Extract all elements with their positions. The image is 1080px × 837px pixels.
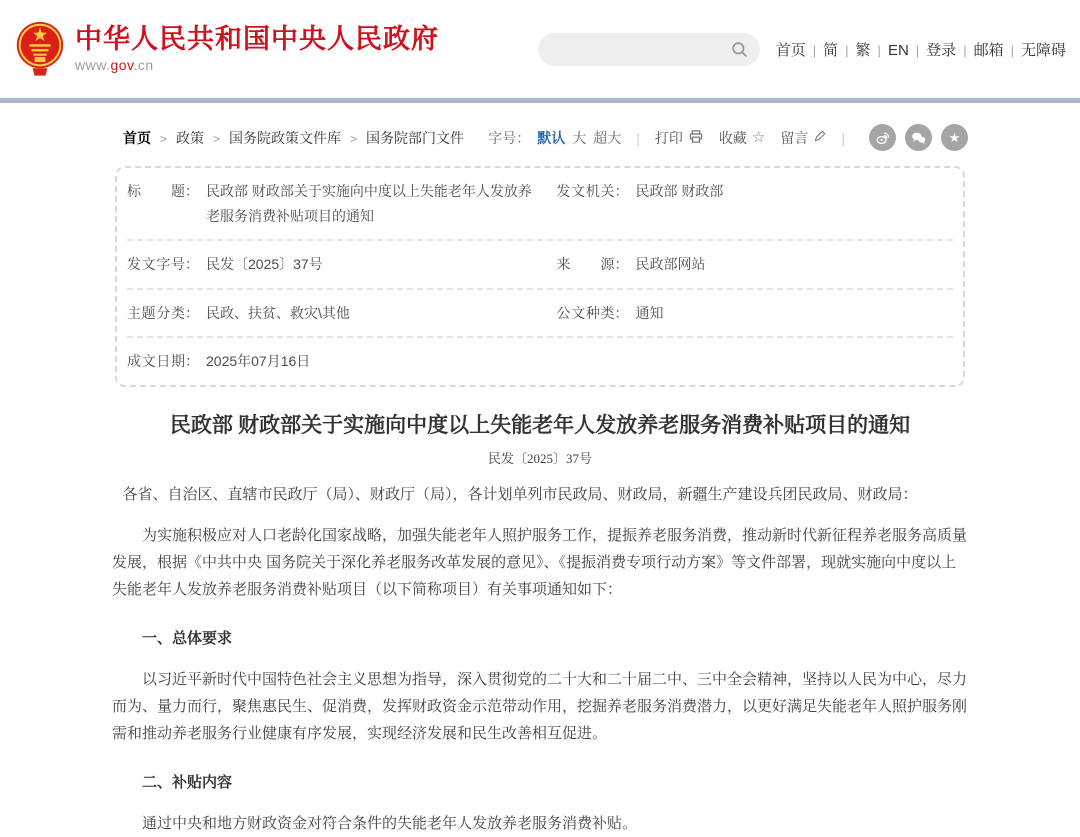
site-title: 中华人民共和国中央人民政府: [75, 25, 439, 55]
print-label: 打印: [655, 128, 683, 148]
meta-date-label: 成文日期: [127, 349, 185, 374]
meta-type-cell: [557, 301, 953, 326]
font-size-options: [530, 128, 621, 148]
breadcrumb-item-3[interactable]: 国务院政策文件库: [229, 130, 341, 146]
meta-issuer-value: 民政部 财政部: [636, 179, 953, 204]
meta-title-value: 民政部 财政部关于实施向中度以上失能老年人发放养老服务消费补贴项目的通知: [206, 179, 543, 228]
meta-source-value: 民政部网站: [636, 252, 953, 277]
nav-item-5[interactable]: 登录: [926, 42, 956, 59]
breadcrumb: [123, 128, 464, 148]
site-url: [75, 57, 439, 73]
meta-row-1: [127, 168, 953, 239]
document-title: 民政部 财政部关于实施向中度以上失能老年人发放养老服务消费补贴项目的通知: [120, 410, 960, 442]
comment-label: 留言: [780, 128, 808, 148]
site-url-www: www.: [75, 57, 110, 73]
search-input[interactable]: [538, 33, 760, 66]
breadcrumb-separator: >: [213, 132, 220, 146]
meta-number-label: 发文字号: [127, 252, 185, 277]
meta-category-cell: [127, 301, 557, 326]
meta-title-label: 标题: [127, 179, 185, 204]
nav-item-1[interactable]: 首页: [776, 42, 806, 59]
share-group: [860, 124, 968, 151]
site-header: [0, 0, 1080, 98]
meta-source-label: 来源: [557, 252, 615, 277]
nav-separator: |: [916, 43, 919, 58]
toolbar-row: [0, 103, 1080, 166]
breadcrumb-item-4[interactable]: 国务院部门文件: [366, 130, 464, 146]
search-icon[interactable]: [730, 40, 749, 59]
search-box[interactable]: [538, 33, 760, 66]
comment-button[interactable]: [780, 128, 826, 148]
colon: ：: [185, 179, 199, 204]
nav-item-6[interactable]: 邮箱: [974, 42, 1004, 59]
colon: ：: [185, 252, 199, 277]
nav-item-3[interactable]: 繁: [856, 42, 871, 59]
meta-row-3: [127, 288, 953, 337]
doc-paragraph: 通过中央和地方财政资金对符合条件的失能老年人发放养老服务消费补贴。: [112, 810, 968, 837]
meta-number-value: 民发〔2025〕37号: [206, 252, 543, 277]
site-url-cn: .cn: [134, 57, 154, 73]
meta-number-cell: [127, 252, 557, 277]
breadcrumb-item-1[interactable]: 首页: [123, 130, 151, 146]
pencil-icon: [813, 130, 826, 146]
meta-issuer-cell: [557, 179, 953, 228]
nav-separator: |: [878, 43, 881, 58]
meta-row-4: [127, 336, 953, 385]
colon: ：: [185, 301, 199, 326]
nav-separator: |: [1011, 43, 1014, 58]
breadcrumb-item-2[interactable]: 政策: [176, 130, 204, 146]
tools-separator: |: [636, 130, 640, 146]
meta-source-cell: [557, 252, 953, 277]
nav-separator: |: [963, 43, 966, 58]
print-button[interactable]: [655, 128, 704, 148]
favorite-label: 收藏: [719, 128, 747, 148]
colon: ：: [185, 349, 199, 374]
meta-type-label: 公文种类: [557, 301, 615, 326]
tools-separator-2: |: [841, 130, 845, 146]
wechat-share-icon[interactable]: [905, 124, 932, 151]
font-size-option-3[interactable]: 超大: [593, 130, 621, 146]
meta-title-cell: [127, 179, 557, 228]
section-heading: 一、总体要求: [112, 625, 968, 652]
document-article: [0, 410, 1080, 837]
font-size-label: 字号：: [488, 128, 530, 148]
breadcrumb-separator: >: [160, 132, 167, 146]
nav-item-2[interactable]: 简: [823, 42, 838, 59]
top-nav: [776, 39, 1066, 60]
star-share-icon[interactable]: [941, 124, 968, 151]
site-title-block: [75, 25, 439, 74]
meta-category-value: 民政、扶贫、救灾\其他: [206, 301, 543, 326]
meta-issuer-label: 发文机关: [557, 179, 615, 204]
star-outline-icon: ☆: [752, 130, 765, 145]
meta-category-label: 主题分类: [127, 301, 185, 326]
favorite-button[interactable]: [719, 128, 765, 148]
meta-date-value: 2025年07月16日: [206, 349, 543, 374]
meta-type-value: 通知: [636, 301, 953, 326]
document-number: 民发〔2025〕37号: [0, 448, 1080, 467]
nav-separator: |: [845, 43, 848, 58]
font-size-option-1[interactable]: 默认: [537, 130, 565, 146]
section-heading: 二、补贴内容: [112, 769, 968, 796]
meta-row-2: [127, 239, 953, 288]
national-emblem-logo: [15, 21, 65, 79]
doc-paragraph: 为实施积极应对人口老龄化国家战略，加强失能老年人照护服务工作，提振养老服务消费，推动新时代新征程养老服务高质量发展，根据《中共中央 国务院关于深化养老服务改革发展的意见》、《提振消费专项行动方案》等文件部署，现就实施向中度以上失能老年人发放养老服务消费补贴项目（以下简称项目）有关事项通知如下：: [112, 522, 968, 603]
font-size-option-2[interactable]: 大: [572, 130, 586, 146]
colon: ：: [615, 301, 629, 326]
page-tools: [488, 124, 968, 151]
weibo-share-icon[interactable]: [869, 124, 896, 151]
doc-paragraph: 以习近平新时代中国特色社会主义思想为指导，深入贯彻党的二十大和二十届二中、三中全会精神，坚持以人民为中心，尽力而为、量力而行，聚焦惠民生、促消费，发挥财政资金示范带动作用，挖掘养老服务消费潜力，以更好满足失能老年人照护服务刚需和推动养老服务行业健康有序发展，实现经济发展和民生改善相互促进。: [112, 666, 968, 747]
site-url-gov: gov: [110, 57, 133, 73]
meta-date-cell: [127, 349, 557, 374]
doc-paragraph: 各省、自治区、直辖市民政厅（局）、财政厅（局），各计划单列市民政局、财政局，新疆生产建设兵团民政局、财政局：: [112, 481, 968, 508]
breadcrumb-separator: >: [350, 132, 357, 146]
nav-item-4[interactable]: EN: [888, 42, 909, 59]
colon: ：: [615, 179, 629, 204]
star-icon: ★: [949, 131, 961, 144]
nav-item-7[interactable]: 无障碍: [1021, 42, 1066, 59]
colon: ：: [615, 252, 629, 277]
document-meta-box: [115, 166, 965, 387]
printer-icon: [688, 129, 704, 147]
nav-separator: |: [813, 43, 816, 58]
document-body: [112, 481, 968, 837]
